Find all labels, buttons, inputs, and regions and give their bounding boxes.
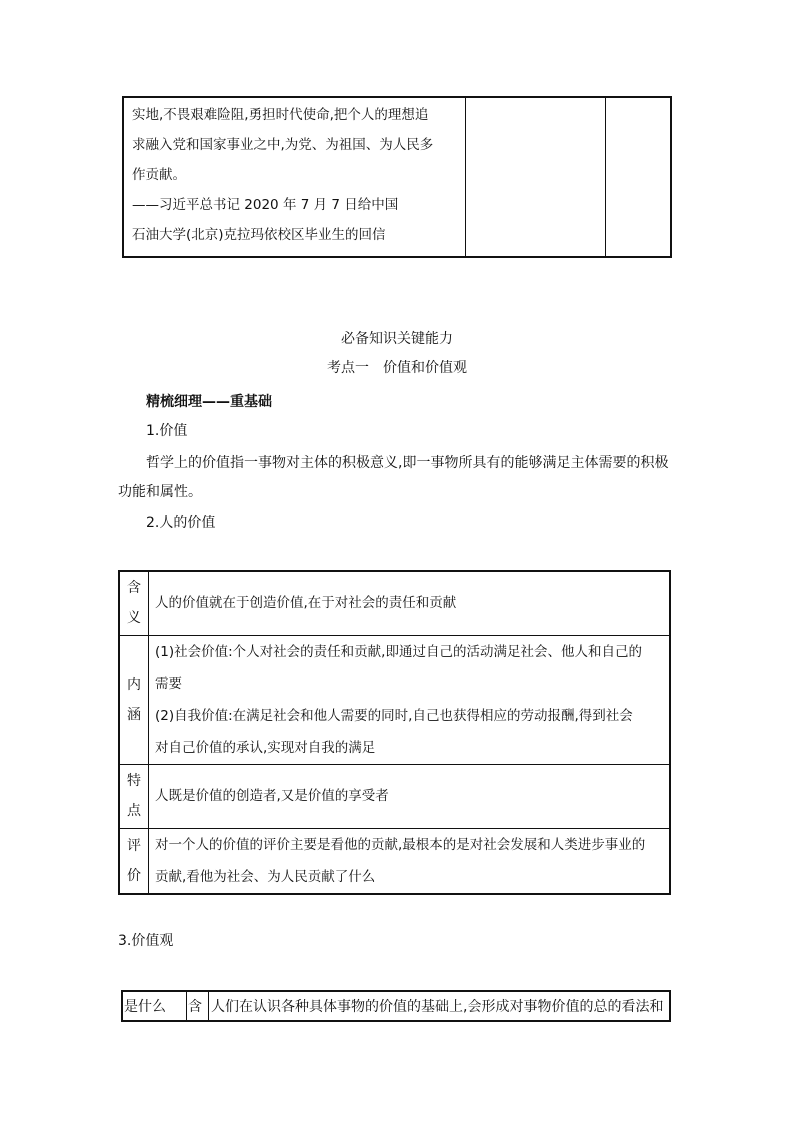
bold-heading: 精梳细理——重基础: [146, 394, 272, 410]
row-label: 评 价: [119, 828, 149, 894]
quote-cell: [123, 97, 465, 257]
row-content: 人的价值就在于创造价值,在于对社会的责任和贡献: [149, 571, 671, 635]
table-row: [119, 828, 670, 894]
row-content: (1)社会价值:个人对社会的责任和贡献,即通过自己的活动满足社会、他人和自己的 需要 (2)自我价值:在满足社会和他人需要的同时,自己也获得相应的劳动报酬,得到社会 对自己价值的承认,实现对自我的满足: [149, 635, 671, 764]
row-label: 是什么: [124, 999, 166, 1015]
table-row: [119, 635, 670, 764]
quote-line: 作贡献。: [132, 167, 186, 183]
quote-line: 石油大学(北京)克拉玛依校区毕业生的回信: [132, 227, 386, 243]
quote-table: [122, 96, 672, 258]
quote-line: ——习近平总书记 2020 年 7 月 7 日给中国: [132, 197, 399, 213]
empty-cell: [465, 97, 605, 257]
section-subtitle: 考点一 价值和价值观: [327, 360, 467, 376]
person-value-table: [118, 570, 671, 895]
row-content: 人既是价值的创造者,又是价值的享受者: [149, 764, 671, 828]
quote-line: 求融入党和国家事业之中,为党、为祖国、为人民多: [132, 137, 434, 153]
table-row: [122, 991, 670, 1021]
paragraph-line: 哲学上的价值指一事物对主体的积极意义,即一事物所具有的能够满足主体需要的积极: [146, 455, 669, 471]
paragraph-line: 功能和属性。: [118, 484, 202, 500]
quote-line: 实地,不畏艰难险阻,勇担时代使命,把个人的理想追: [132, 107, 429, 123]
row-label: 含 义: [119, 571, 149, 635]
item-heading: 1.价值: [146, 423, 188, 439]
item-heading: 3.价值观: [118, 933, 174, 949]
sub-label: 含: [187, 991, 209, 1021]
empty-cell: [606, 97, 671, 257]
item-heading: 2.人的价值: [146, 515, 216, 531]
section-title: 必备知识关键能力: [341, 331, 453, 347]
value-view-table: [121, 990, 671, 1022]
table-row: [119, 571, 670, 635]
row-content: 对一个人的价值的评价主要是看他的贡献,最根本的是对社会发展和人类进步事业的 贡献,看他为社会、为人民贡献了什么: [149, 828, 671, 894]
row-label: 内 涵: [119, 635, 149, 764]
row-content: 人们在认识各种具体事物的价值的基础上,会形成对事物价值的总的看法和: [209, 991, 671, 1021]
table-row: [119, 764, 670, 828]
row-label: 特 点: [119, 764, 149, 828]
